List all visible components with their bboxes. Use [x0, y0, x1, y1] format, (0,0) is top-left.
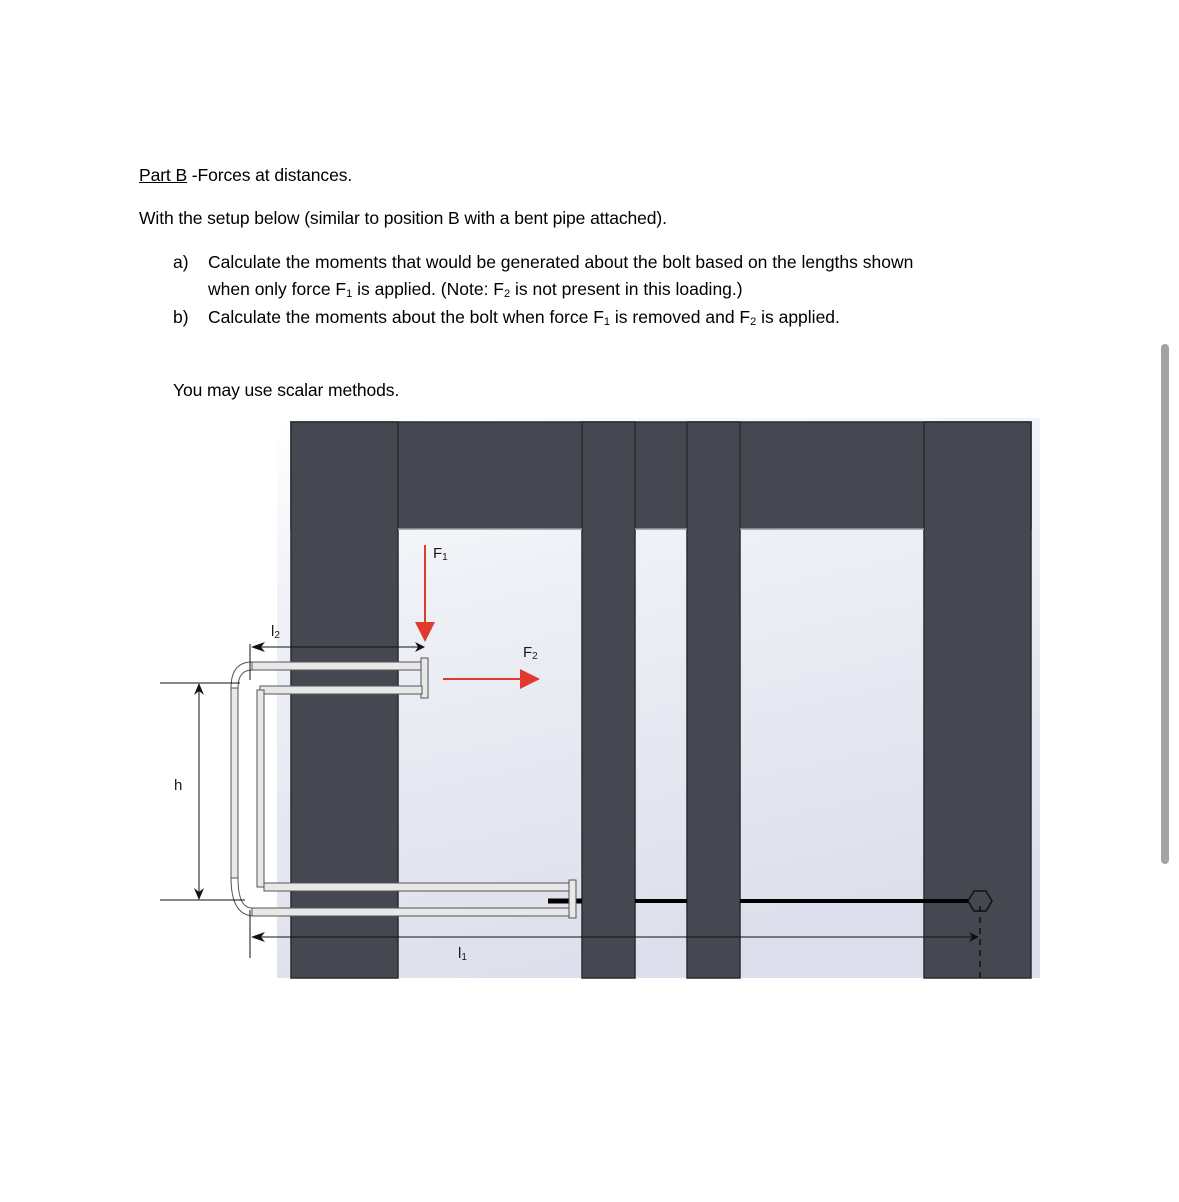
question-b-marker: b) — [173, 307, 189, 327]
text-fragment: when only force F — [208, 279, 347, 299]
text-fragment: is not present in this loading.) — [510, 279, 743, 299]
label-l2: l2 — [271, 623, 280, 641]
label-l1: l1 — [458, 945, 467, 963]
question-a-marker: a) — [173, 252, 189, 272]
bent-pipe-diagram — [150, 410, 1050, 1000]
label-f1: F1 — [433, 545, 448, 563]
subscript: 2 — [750, 316, 757, 328]
question-b-line1 — [208, 304, 840, 331]
subscript: 1 — [346, 288, 353, 300]
top-beam — [291, 422, 1031, 529]
label-f2: F2 — [523, 644, 538, 662]
left-column — [291, 422, 398, 978]
section-heading-title: -Forces at distances. — [187, 165, 353, 185]
text-fragment: is applied. — [756, 307, 840, 327]
middle-column-2 — [687, 422, 740, 978]
question-a-line2 — [208, 276, 743, 303]
middle-column-1 — [582, 422, 635, 978]
intro-paragraph: With the setup below (similar to position B with a bent pipe attached). — [139, 208, 667, 228]
subscript: 2 — [503, 288, 511, 300]
label-h: h — [174, 777, 183, 794]
text-fragment: is applied. (Note: F — [352, 279, 504, 299]
question-a-line1: Calculate the moments that would be generated about the bolt based on the lengths shown — [208, 252, 914, 272]
subscript: 1 — [603, 316, 611, 328]
section-heading-part: Part B — [139, 165, 188, 185]
section-heading — [139, 164, 352, 186]
text-fragment: is removed and F — [610, 307, 751, 327]
text-fragment: Calculate the moments about the bolt when force F — [208, 307, 604, 327]
scalar-methods-note: You may use scalar methods. — [173, 380, 400, 400]
vertical-scrollbar[interactable] — [1161, 344, 1169, 864]
